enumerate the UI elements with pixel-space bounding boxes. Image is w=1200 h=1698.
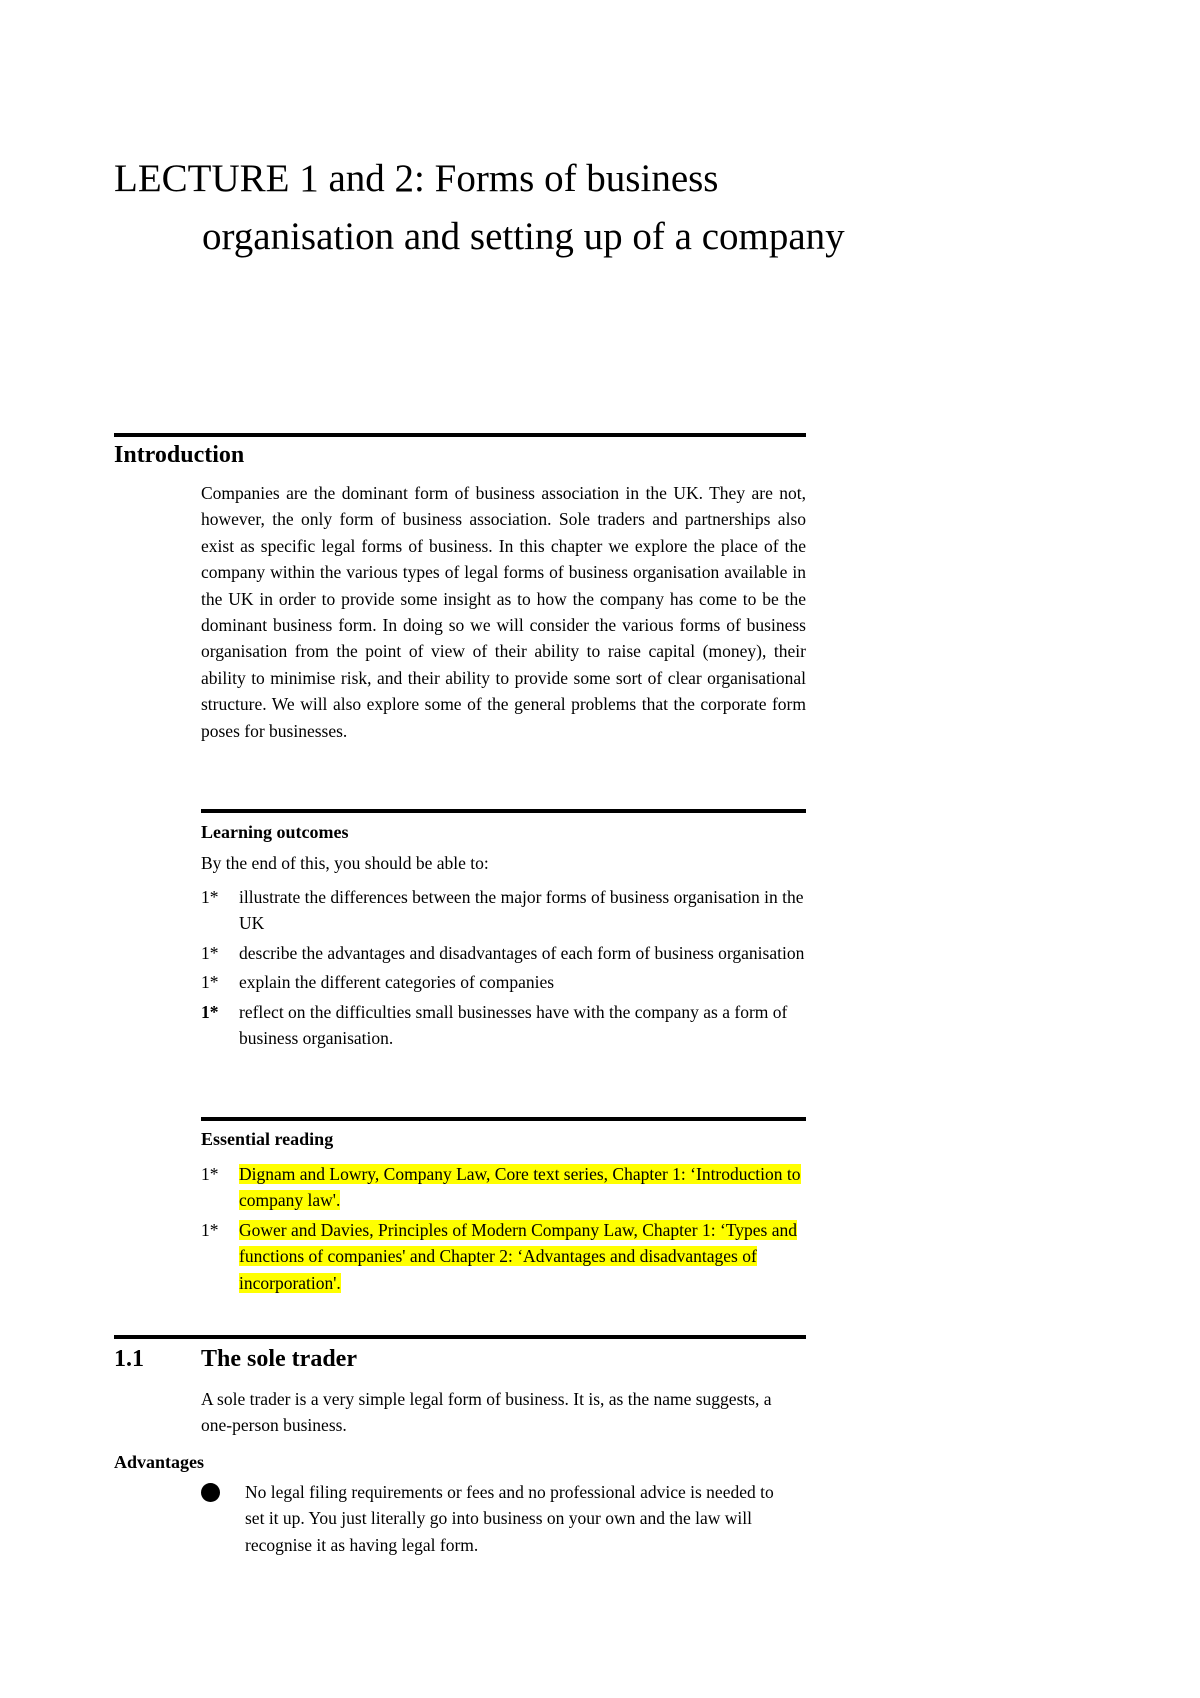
list-item-text: No legal filing requirements or fees and no professional advice is needed to set it up. You just literally go into business on your own and the law will recognise it as having legal form. (245, 1482, 774, 1555)
list-item-text: describe the advantages and disadvantages of each form of business organisation (239, 942, 805, 963)
divider (114, 1335, 806, 1339)
list-marker: 1* (201, 887, 219, 907)
learning-outcomes-list (201, 884, 806, 1054)
divider (114, 433, 806, 437)
list-item (201, 999, 806, 1052)
list-marker: 1* (201, 942, 219, 963)
reading-item-text: Dignam and Lowry, Company Law, Core text series, Chapter 1: ‘Introduction to company law'. (239, 1164, 801, 1211)
list-marker: 1* (201, 972, 219, 993)
section-title: The sole trader (201, 1346, 357, 1372)
page-title: LECTURE 1 and 2: Forms of business organisation and setting up of a company (114, 157, 845, 258)
list-marker: 1* (201, 1164, 219, 1184)
reading-item-text: Gower and Davies, Principles of Modern Company Law, Chapter 1: ‘Types and functions of companies' and Chapter 2: ‘Advantages and disadvantages of incorporation'. (239, 1219, 797, 1293)
advantages-heading: Advantages (114, 1452, 205, 1472)
essential-reading-list (201, 1161, 806, 1299)
introduction-text: Companies are the dominant form of business association in the UK. They are not, however, the only form of business association. Sole traders and partnerships also exist as specific legal forms of business. In this chapter we explore the place of the company within the various types of legal forms of business organisation available in the UK in order to provide some insight as to how the company has come to be the dominant business form. In doing so we will consider the various forms of business organisation from the point of view of their ability to raise capital (money), their ability to minimise risk, and their ability to provide some sort of clear organisational structure. We will also explore some of the general problems that the corporate form poses for businesses. (201, 483, 806, 741)
list-marker: 1* (201, 1001, 219, 1022)
introduction-heading: Introduction (114, 442, 245, 468)
learning-outcomes-lead: By the end of this, you should be able to: (201, 853, 489, 873)
list-item-text: explain the different categories of companies (239, 972, 555, 993)
reading-item (201, 1161, 806, 1214)
divider (201, 809, 806, 813)
essential-reading-heading: Essential reading (201, 1129, 334, 1149)
section-number: 1.1 (114, 1346, 144, 1372)
list-item (201, 969, 806, 995)
list-item (201, 940, 806, 966)
learning-outcomes-heading: Learning outcomes (201, 822, 349, 842)
section-text: A sole trader is a very simple legal form of business. It is, as the name suggests, a one-person business. (201, 1389, 772, 1436)
advantages-list (201, 1479, 781, 1558)
list-marker: 1* (201, 1219, 219, 1240)
bullet-icon (201, 1483, 220, 1502)
list-item (201, 1479, 781, 1558)
list-item-text: illustrate the differences between the major forms of business organisation in the UK (239, 887, 804, 934)
list-item-text: reflect on the difficulties small businesses have with the company as a form of business organisation. (239, 1001, 788, 1049)
reading-item (201, 1217, 806, 1296)
divider (201, 1117, 806, 1121)
list-item (201, 884, 806, 937)
